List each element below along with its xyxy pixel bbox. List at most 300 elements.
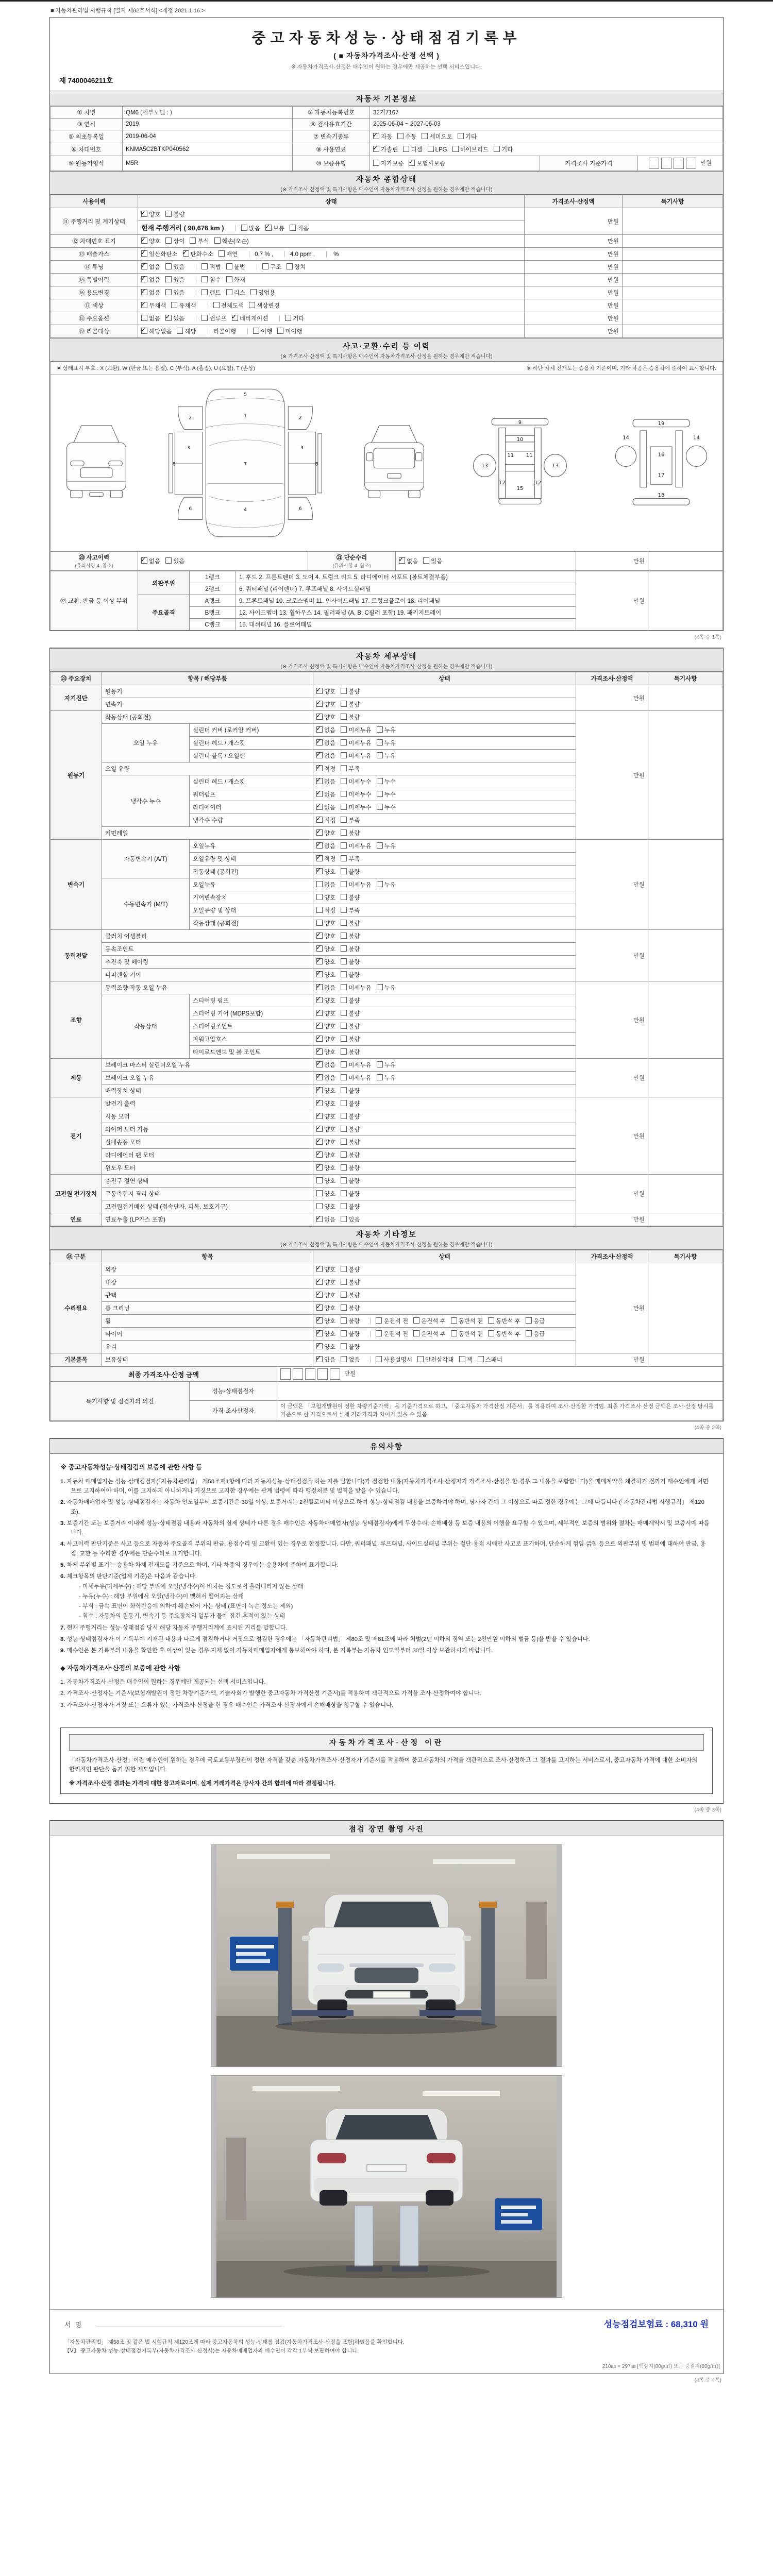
checkbox-option[interactable] <box>341 971 360 979</box>
checkbox-option[interactable] <box>341 713 360 721</box>
checkbox-option[interactable] <box>458 132 477 141</box>
checkbox-option[interactable] <box>316 1215 335 1224</box>
checkbox-option[interactable] <box>341 803 371 811</box>
checkbox-unchecked-icon[interactable] <box>201 276 208 282</box>
checkbox-unchecked-icon[interactable] <box>341 714 347 720</box>
checkbox-unchecked-icon[interactable] <box>341 1151 347 1158</box>
checkbox-unchecked-icon[interactable] <box>413 1330 419 1336</box>
checkbox-checked-icon[interactable] <box>316 688 323 694</box>
checkbox-unchecked-icon[interactable] <box>488 1330 494 1336</box>
checkbox-option[interactable] <box>316 790 335 799</box>
checkbox-option[interactable] <box>165 314 184 323</box>
checkbox-unchecked-icon[interactable] <box>377 739 383 745</box>
checkbox-option[interactable] <box>141 210 160 218</box>
checkbox-option[interactable] <box>376 1317 408 1325</box>
checkbox-checked-icon[interactable] <box>399 557 405 564</box>
checkbox-option[interactable] <box>403 145 422 154</box>
checkbox-unchecked-icon[interactable] <box>341 1216 347 1222</box>
checkbox-option[interactable] <box>341 687 360 696</box>
checkbox-checked-icon[interactable] <box>141 557 147 564</box>
checkbox-option[interactable] <box>316 1009 335 1018</box>
checkbox-unchecked-icon[interactable] <box>341 1036 347 1042</box>
checkbox-checked-icon[interactable] <box>316 1074 323 1080</box>
checkbox-unchecked-icon[interactable] <box>341 752 347 758</box>
checkbox-unchecked-icon[interactable] <box>452 146 459 152</box>
checkbox-option[interactable] <box>316 1317 335 1325</box>
checkbox-option[interactable] <box>316 1278 335 1286</box>
checkbox-unchecked-icon[interactable] <box>165 289 172 295</box>
checkbox-option[interactable] <box>413 1330 446 1338</box>
checkbox-option[interactable] <box>377 842 396 850</box>
checkbox-option[interactable] <box>253 327 272 335</box>
checkbox-option[interactable] <box>377 1074 396 1082</box>
checkbox-option[interactable] <box>341 1061 371 1069</box>
checkbox-option[interactable] <box>341 1190 360 1198</box>
checkbox-checked-icon[interactable] <box>373 133 379 139</box>
checkbox-option[interactable] <box>341 1291 360 1299</box>
checkbox-unchecked-icon[interactable] <box>341 1048 347 1055</box>
checkbox-checked-icon[interactable] <box>316 1126 323 1132</box>
checkbox-option[interactable] <box>316 1190 335 1198</box>
checkbox-checked-icon[interactable] <box>316 701 323 707</box>
checkbox-checked-icon[interactable] <box>373 146 379 152</box>
checkbox-unchecked-icon[interactable] <box>341 933 347 939</box>
checkbox-unchecked-icon[interactable] <box>201 315 208 321</box>
checkbox-option[interactable] <box>377 739 396 747</box>
checkbox-checked-icon[interactable] <box>141 302 147 308</box>
checkbox-checked-icon[interactable] <box>316 791 323 797</box>
checkbox-unchecked-icon[interactable] <box>377 1061 383 1067</box>
checkbox-option[interactable] <box>488 1330 520 1338</box>
checkbox-checked-icon[interactable] <box>316 714 323 720</box>
checkbox-checked-icon[interactable] <box>316 1061 323 1067</box>
checkbox-option[interactable] <box>341 1022 360 1030</box>
checkbox-option[interactable] <box>316 1035 335 1043</box>
checkbox-unchecked-icon[interactable] <box>526 1317 532 1324</box>
checkbox-option[interactable] <box>214 237 249 245</box>
checkbox-option[interactable] <box>316 919 335 927</box>
checkbox-option[interactable] <box>316 1125 335 1133</box>
checkbox-option[interactable] <box>290 224 309 232</box>
checkbox-checked-icon[interactable] <box>316 1266 323 1272</box>
checkbox-option[interactable] <box>316 880 335 889</box>
checkbox-option[interactable] <box>397 132 416 141</box>
checkbox-option[interactable] <box>316 1355 335 1364</box>
checkbox-option[interactable] <box>341 1125 360 1133</box>
checkbox-option[interactable] <box>341 1035 360 1043</box>
checkbox-option[interactable] <box>316 1138 335 1146</box>
checkbox-option[interactable] <box>341 1304 360 1312</box>
checkbox-option[interactable] <box>316 816 335 824</box>
checkbox-checked-icon[interactable] <box>316 971 323 977</box>
checkbox-unchecked-icon[interactable] <box>226 263 232 269</box>
checkbox-option[interactable] <box>287 263 306 271</box>
checkbox-option[interactable] <box>141 289 160 297</box>
checkbox-option[interactable] <box>316 1291 335 1299</box>
checkbox-unchecked-icon[interactable] <box>451 1317 457 1324</box>
checkbox-unchecked-icon[interactable] <box>377 842 383 849</box>
checkbox-checked-icon[interactable] <box>141 238 147 244</box>
checkbox-option[interactable] <box>213 301 244 310</box>
checkbox-option[interactable] <box>316 958 335 966</box>
checkbox-unchecked-icon[interactable] <box>377 984 383 990</box>
checkbox-checked-icon[interactable] <box>316 1151 323 1158</box>
checkbox-option[interactable] <box>316 1177 335 1185</box>
checkbox-unchecked-icon[interactable] <box>341 1330 347 1336</box>
checkbox-option[interactable] <box>399 557 418 565</box>
signature-line[interactable] <box>96 2318 282 2327</box>
checkbox-checked-icon[interactable] <box>316 726 323 733</box>
checkbox-option[interactable] <box>341 1278 360 1286</box>
checkbox-option[interactable] <box>316 868 335 876</box>
checkbox-checked-icon[interactable] <box>141 276 147 282</box>
checkbox-option[interactable] <box>341 1202 360 1211</box>
checkbox-option[interactable] <box>341 958 360 966</box>
checkbox-option[interactable] <box>341 1009 360 1018</box>
checkbox-option[interactable] <box>341 1215 360 1224</box>
checkbox-option[interactable] <box>341 984 371 992</box>
checkbox-unchecked-icon[interactable] <box>377 726 383 733</box>
checkbox-option[interactable] <box>341 880 371 889</box>
checkbox-unchecked-icon[interactable] <box>459 1356 465 1362</box>
checkbox-unchecked-icon[interactable] <box>377 1074 383 1080</box>
checkbox-unchecked-icon[interactable] <box>341 868 347 874</box>
checkbox-checked-icon[interactable] <box>316 855 323 861</box>
checkbox-option[interactable] <box>341 1330 360 1338</box>
checkbox-option[interactable] <box>316 829 335 837</box>
checkbox-option[interactable] <box>232 314 268 323</box>
checkbox-option[interactable] <box>341 726 371 734</box>
checkbox-checked-icon[interactable] <box>316 1292 323 1298</box>
checkbox-option[interactable] <box>316 1343 335 1351</box>
checkbox-option[interactable] <box>316 713 335 721</box>
checkbox-option[interactable] <box>413 1317 446 1325</box>
checkbox-option[interactable] <box>219 250 238 258</box>
checkbox-unchecked-icon[interactable] <box>377 752 383 758</box>
checkbox-unchecked-icon[interactable] <box>373 160 379 166</box>
checkbox-option[interactable] <box>451 1317 483 1325</box>
checkbox-unchecked-icon[interactable] <box>376 1317 382 1324</box>
checkbox-unchecked-icon[interactable] <box>341 778 347 784</box>
checkbox-unchecked-icon[interactable] <box>253 328 259 334</box>
checkbox-unchecked-icon[interactable] <box>165 557 172 564</box>
checkbox-option[interactable] <box>377 726 396 734</box>
checkbox-checked-icon[interactable] <box>316 1023 323 1029</box>
checkbox-option[interactable] <box>316 1304 335 1312</box>
checkbox-option[interactable] <box>377 880 396 889</box>
checkbox-unchecked-icon[interactable] <box>341 855 347 861</box>
checkbox-unchecked-icon[interactable] <box>377 791 383 797</box>
checkbox-unchecked-icon[interactable] <box>226 276 232 282</box>
checkbox-option[interactable] <box>494 145 513 154</box>
checkbox-option[interactable] <box>341 752 371 760</box>
checkbox-option[interactable] <box>141 250 178 258</box>
checkbox-unchecked-icon[interactable] <box>341 945 347 952</box>
checkbox-option[interactable] <box>316 1022 335 1030</box>
checkbox-unchecked-icon[interactable] <box>341 701 347 707</box>
checkbox-checked-icon[interactable] <box>316 1113 323 1119</box>
checkbox-option[interactable] <box>341 739 371 747</box>
checkbox-checked-icon[interactable] <box>316 1216 323 1222</box>
checkbox-option[interactable] <box>316 1164 335 1172</box>
checkbox-option[interactable] <box>316 945 335 953</box>
checkbox-unchecked-icon[interactable] <box>250 289 257 295</box>
checkbox-option[interactable] <box>201 276 221 284</box>
checkbox-option[interactable] <box>316 984 335 992</box>
checkbox-option[interactable] <box>316 739 335 747</box>
checkbox-unchecked-icon[interactable] <box>316 920 323 926</box>
checkbox-option[interactable] <box>341 816 360 824</box>
checkbox-checked-icon[interactable] <box>265 225 272 231</box>
checkbox-option[interactable] <box>341 906 360 914</box>
checkbox-checked-icon[interactable] <box>316 1279 323 1285</box>
checkbox-option[interactable] <box>141 314 160 323</box>
checkbox-option[interactable] <box>277 327 302 335</box>
checkbox-option[interactable] <box>316 855 335 863</box>
checkbox-option[interactable] <box>341 945 360 953</box>
checkbox-unchecked-icon[interactable] <box>341 920 347 926</box>
checkbox-unchecked-icon[interactable] <box>377 804 383 810</box>
checkbox-option[interactable] <box>373 145 398 154</box>
checkbox-option[interactable] <box>452 145 489 154</box>
checkbox-unchecked-icon[interactable] <box>423 557 429 564</box>
checkbox-unchecked-icon[interactable] <box>165 263 172 269</box>
checkbox-unchecked-icon[interactable] <box>341 726 347 733</box>
checkbox-option[interactable] <box>341 1355 360 1364</box>
checkbox-unchecked-icon[interactable] <box>341 1100 347 1106</box>
checkbox-unchecked-icon[interactable] <box>214 238 221 244</box>
checkbox-checked-icon[interactable] <box>141 328 147 334</box>
checkbox-unchecked-icon[interactable] <box>341 1190 347 1196</box>
checkbox-unchecked-icon[interactable] <box>341 1317 347 1324</box>
checkbox-option[interactable] <box>488 1317 520 1325</box>
checkbox-option[interactable] <box>377 790 396 799</box>
checkbox-unchecked-icon[interactable] <box>277 328 283 334</box>
checkbox-unchecked-icon[interactable] <box>341 1292 347 1298</box>
checkbox-checked-icon[interactable] <box>316 778 323 784</box>
checkbox-option[interactable] <box>316 842 335 850</box>
checkbox-option[interactable] <box>376 1330 408 1338</box>
checkbox-option[interactable] <box>316 1074 335 1082</box>
checkbox-checked-icon[interactable] <box>316 1048 323 1055</box>
checkbox-option[interactable] <box>341 893 360 902</box>
checkbox-option[interactable] <box>341 1074 371 1082</box>
checkbox-unchecked-icon[interactable] <box>226 289 232 295</box>
checkbox-option[interactable] <box>341 777 371 786</box>
checkbox-unchecked-icon[interactable] <box>341 688 347 694</box>
checkbox-unchecked-icon[interactable] <box>341 958 347 964</box>
checkbox-checked-icon[interactable] <box>316 842 323 849</box>
checkbox-option[interactable] <box>428 146 447 153</box>
checkbox-option[interactable] <box>377 752 396 760</box>
checkbox-option[interactable] <box>141 263 160 271</box>
checkbox-option[interactable] <box>417 1355 454 1364</box>
checkbox-option[interactable] <box>177 327 196 335</box>
checkbox-checked-icon[interactable] <box>316 1330 323 1336</box>
checkbox-unchecked-icon[interactable] <box>341 804 347 810</box>
checkbox-unchecked-icon[interactable] <box>341 1126 347 1132</box>
checkbox-option[interactable] <box>341 1317 360 1325</box>
checkbox-option[interactable] <box>316 1112 335 1121</box>
checkbox-checked-icon[interactable] <box>183 250 189 257</box>
checkbox-unchecked-icon[interactable] <box>316 1190 323 1196</box>
checkbox-option[interactable] <box>451 1330 483 1338</box>
checkbox-unchecked-icon[interactable] <box>428 146 434 152</box>
checkbox-option[interactable] <box>316 752 335 760</box>
checkbox-checked-icon[interactable] <box>316 1356 323 1362</box>
checkbox-unchecked-icon[interactable] <box>341 1266 347 1272</box>
checkbox-option[interactable] <box>316 687 335 696</box>
checkbox-option[interactable] <box>241 224 260 232</box>
checkbox-option[interactable] <box>165 237 184 245</box>
checkbox-option[interactable] <box>226 263 245 271</box>
checkbox-unchecked-icon[interactable] <box>451 1330 457 1336</box>
checkbox-checked-icon[interactable] <box>316 984 323 990</box>
checkbox-option[interactable] <box>226 276 245 284</box>
checkbox-option[interactable] <box>376 1355 412 1364</box>
checkbox-option[interactable] <box>341 790 371 799</box>
checkbox-unchecked-icon[interactable] <box>190 238 196 244</box>
checkbox-option[interactable] <box>409 159 445 167</box>
checkbox-checked-icon[interactable] <box>316 868 323 874</box>
checkbox-option[interactable] <box>478 1355 502 1364</box>
checkbox-option[interactable] <box>377 777 396 786</box>
checkbox-unchecked-icon[interactable] <box>341 829 347 836</box>
checkbox-unchecked-icon[interactable] <box>526 1330 532 1336</box>
checkbox-unchecked-icon[interactable] <box>341 1203 347 1209</box>
checkbox-option[interactable] <box>249 301 279 310</box>
checkbox-unchecked-icon[interactable] <box>341 1087 347 1093</box>
checkbox-checked-icon[interactable] <box>316 1010 323 1016</box>
checkbox-unchecked-icon[interactable] <box>377 881 383 887</box>
checkbox-option[interactable] <box>316 1087 335 1095</box>
checkbox-option[interactable] <box>262 263 281 271</box>
checkbox-option[interactable] <box>341 1265 360 1274</box>
checkbox-unchecked-icon[interactable] <box>341 894 347 900</box>
checkbox-option[interactable] <box>341 1177 360 1185</box>
checkbox-checked-icon[interactable] <box>316 933 323 939</box>
checkbox-checked-icon[interactable] <box>316 804 323 810</box>
checkbox-option[interactable] <box>226 289 245 297</box>
checkbox-unchecked-icon[interactable] <box>171 302 177 308</box>
checkbox-option[interactable] <box>316 1061 335 1069</box>
checkbox-unchecked-icon[interactable] <box>422 133 428 139</box>
checkbox-checked-icon[interactable] <box>316 1087 323 1093</box>
checkbox-option[interactable] <box>316 700 335 708</box>
checkbox-unchecked-icon[interactable] <box>287 263 293 269</box>
checkbox-unchecked-icon[interactable] <box>488 1317 494 1324</box>
checkbox-option[interactable] <box>316 906 335 914</box>
checkbox-option[interactable] <box>377 984 396 992</box>
checkbox-option[interactable] <box>250 289 275 297</box>
checkbox-option[interactable] <box>341 829 360 837</box>
checkbox-option[interactable] <box>341 1138 360 1146</box>
checkbox-unchecked-icon[interactable] <box>165 276 172 282</box>
checkbox-option[interactable] <box>316 1048 335 1056</box>
checkbox-unchecked-icon[interactable] <box>341 1304 347 1311</box>
checkbox-unchecked-icon[interactable] <box>494 146 500 152</box>
checkbox-unchecked-icon[interactable] <box>249 302 255 308</box>
checkbox-unchecked-icon[interactable] <box>377 778 383 784</box>
checkbox-unchecked-icon[interactable] <box>285 315 291 321</box>
checkbox-option[interactable] <box>316 803 335 811</box>
checkbox-unchecked-icon[interactable] <box>241 225 247 231</box>
checkbox-checked-icon[interactable] <box>316 817 323 823</box>
checkbox-checked-icon[interactable] <box>316 829 323 836</box>
checkbox-unchecked-icon[interactable] <box>177 328 183 334</box>
checkbox-option[interactable] <box>341 1164 360 1172</box>
checkbox-unchecked-icon[interactable] <box>341 1074 347 1080</box>
checkbox-checked-icon[interactable] <box>316 752 323 758</box>
checkbox-option[interactable] <box>171 301 196 310</box>
checkbox-unchecked-icon[interactable] <box>316 881 323 887</box>
checkbox-option[interactable] <box>341 1112 360 1121</box>
checkbox-option[interactable] <box>141 327 172 335</box>
checkbox-option[interactable] <box>341 765 360 773</box>
checkbox-unchecked-icon[interactable] <box>262 263 268 269</box>
checkbox-checked-icon[interactable] <box>316 1164 323 1171</box>
checkbox-unchecked-icon[interactable] <box>201 263 208 269</box>
checkbox-checked-icon[interactable] <box>232 315 238 321</box>
checkbox-option[interactable] <box>201 314 226 323</box>
checkbox-checked-icon[interactable] <box>141 250 147 257</box>
checkbox-option[interactable] <box>316 1151 335 1159</box>
checkbox-checked-icon[interactable] <box>316 958 323 964</box>
checkbox-unchecked-icon[interactable] <box>341 881 347 887</box>
checkbox-checked-icon[interactable] <box>316 1317 323 1324</box>
checkbox-unchecked-icon[interactable] <box>341 842 347 849</box>
checkbox-option[interactable] <box>141 276 160 284</box>
checkbox-checked-icon[interactable] <box>316 1036 323 1042</box>
checkbox-checked-icon[interactable] <box>316 1139 323 1145</box>
checkbox-option[interactable] <box>377 803 396 811</box>
checkbox-unchecked-icon[interactable] <box>341 997 347 1003</box>
checkbox-option[interactable] <box>341 996 360 1005</box>
checkbox-option[interactable] <box>316 1265 335 1274</box>
checkbox-option[interactable] <box>183 250 213 258</box>
checkbox-option[interactable] <box>316 777 335 786</box>
checkbox-option[interactable] <box>377 1061 396 1069</box>
checkbox-option[interactable] <box>316 726 335 734</box>
checkbox-unchecked-icon[interactable] <box>341 1177 347 1183</box>
checkbox-option[interactable] <box>422 132 452 141</box>
checkbox-checked-icon[interactable] <box>316 1304 323 1311</box>
checkbox-option[interactable] <box>373 132 392 141</box>
checkbox-option[interactable] <box>316 1330 335 1338</box>
checkbox-option[interactable] <box>316 765 335 773</box>
checkbox-unchecked-icon[interactable] <box>341 907 347 913</box>
checkbox-checked-icon[interactable] <box>316 739 323 745</box>
checkbox-checked-icon[interactable] <box>165 315 172 321</box>
checkbox-checked-icon[interactable] <box>316 765 323 771</box>
checkbox-option[interactable] <box>316 971 335 979</box>
checkbox-unchecked-icon[interactable] <box>141 315 147 321</box>
checkbox-unchecked-icon[interactable] <box>458 133 464 139</box>
checkbox-unchecked-icon[interactable] <box>376 1356 382 1362</box>
checkbox-unchecked-icon[interactable] <box>341 1164 347 1171</box>
checkbox-unchecked-icon[interactable] <box>341 1139 347 1145</box>
checkbox-option[interactable] <box>165 557 184 565</box>
checkbox-option[interactable] <box>141 237 160 245</box>
checkbox-checked-icon[interactable] <box>141 289 147 295</box>
checkbox-unchecked-icon[interactable] <box>376 1330 382 1336</box>
checkbox-checked-icon[interactable] <box>316 1343 323 1349</box>
checkbox-unchecked-icon[interactable] <box>316 907 323 913</box>
checkbox-option[interactable] <box>316 996 335 1005</box>
checkbox-option[interactable] <box>341 919 360 927</box>
checkbox-option[interactable] <box>141 301 166 310</box>
checkbox-unchecked-icon[interactable] <box>290 225 296 231</box>
